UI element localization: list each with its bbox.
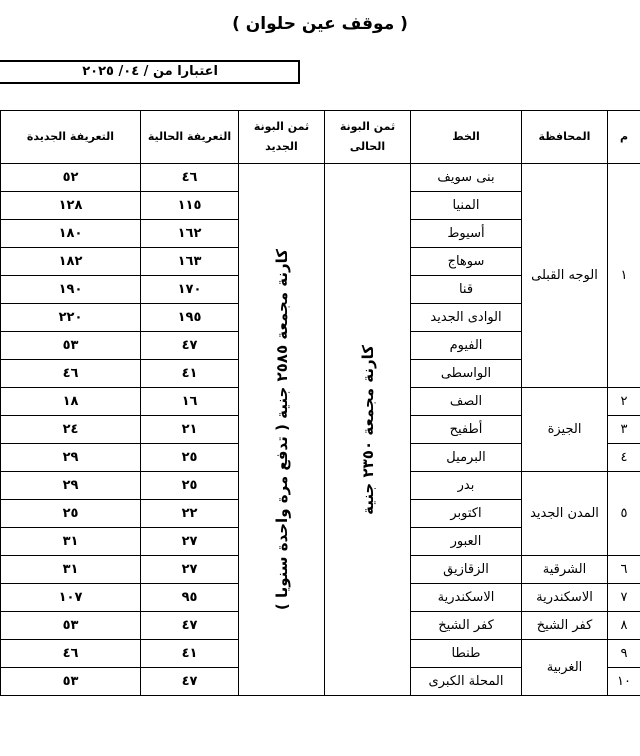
current-fare-cell: ١٦: [141, 388, 239, 416]
line-cell: بدر: [411, 472, 522, 500]
line-cell: الاسكندرية: [411, 584, 522, 612]
new-fare-cell: ٢٩: [1, 444, 141, 472]
row-index: ٨: [608, 612, 640, 640]
line-cell: المحلة الكبرى: [411, 668, 522, 696]
line-cell: طنطا: [411, 640, 522, 668]
new-fare-cell: ١٩٠: [1, 276, 141, 304]
line-cell: المنيا: [411, 192, 522, 220]
current-fare-cell: ١١٥: [141, 192, 239, 220]
header-current-fare: التعريفة الحالية: [141, 111, 239, 164]
line-cell: الزقازيق: [411, 556, 522, 584]
new-fare-cell: ١٠٧: [1, 584, 141, 612]
current-fare-cell: ٤٧: [141, 668, 239, 696]
current-fare-cell: ٩٥: [141, 584, 239, 612]
new-fare-cell: ٣١: [1, 556, 141, 584]
row-index: ٩: [608, 640, 640, 668]
current-fare-cell: ٢٧: [141, 528, 239, 556]
line-cell: الوادى الجديد: [411, 304, 522, 332]
effective-date: اعتبارا من / ٠٤/ ٢٠٢٥: [0, 60, 300, 84]
current-fare-cell: ٢٢: [141, 500, 239, 528]
new-card-text: كارنة مجمعة ٢٥٨٥ جنية ( تدفع مرة واحدة سنويا ): [272, 248, 291, 611]
new-fare-cell: ٥٣: [1, 668, 141, 696]
current-fare-cell: ١٧٠: [141, 276, 239, 304]
governorate-cell: الغربية: [522, 640, 608, 696]
current-fare-cell: ٢٧: [141, 556, 239, 584]
new-fare-cell: ١٨: [1, 388, 141, 416]
header-idx: م: [608, 111, 640, 164]
governorate-cell: الجيزة: [522, 388, 608, 472]
new-fare-cell: ٢٤: [1, 416, 141, 444]
governorate-cell: الاسكندرية: [522, 584, 608, 612]
new-fare-cell: ١٢٨: [1, 192, 141, 220]
line-cell: الصف: [411, 388, 522, 416]
governorate-cell: كفر الشيخ: [522, 612, 608, 640]
header-row: [1, 111, 640, 164]
line-cell: أطفيح: [411, 416, 522, 444]
row-index: ٦: [608, 556, 640, 584]
governorate-cell: المدن الجديد: [522, 472, 608, 556]
header-new-fare: التعريفة الجديدة: [1, 111, 141, 164]
current-fare-cell: ٢٥: [141, 472, 239, 500]
new-fare-cell: ٥٣: [1, 612, 141, 640]
new-card-cell: [239, 164, 325, 696]
new-fare-cell: ١٨٢: [1, 248, 141, 276]
new-fare-cell: ٢٩: [1, 472, 141, 500]
line-cell: بنى سويف: [411, 164, 522, 192]
row-index: ٤: [608, 444, 640, 472]
new-fare-cell: ٣١: [1, 528, 141, 556]
new-fare-cell: ٢٢٠: [1, 304, 141, 332]
new-fare-cell: ٥٣: [1, 332, 141, 360]
row-index: ٧: [608, 584, 640, 612]
governorate-cell: الشرقية: [522, 556, 608, 584]
page-title: ( موقف عين حلوان ): [232, 14, 408, 34]
current-fare-cell: ١٩٥: [141, 304, 239, 332]
line-cell: اكتوبر: [411, 500, 522, 528]
header-new-card-price: ثمن البونة الجديد: [239, 111, 325, 164]
new-fare-cell: ١٨٠: [1, 220, 141, 248]
line-cell: البرميل: [411, 444, 522, 472]
line-cell: كفر الشيخ: [411, 612, 522, 640]
current-fare-cell: ٢١: [141, 416, 239, 444]
governorate-cell: الوجه القبلى: [522, 164, 608, 388]
current-fare-cell: ٤٦: [141, 164, 239, 192]
header-governorate: المحافظة: [522, 111, 608, 164]
new-fare-cell: ٥٢: [1, 164, 141, 192]
row-index: ٢: [608, 388, 640, 416]
header-current-card-price: ثمن البونة الحالى: [325, 111, 411, 164]
line-cell: العبور: [411, 528, 522, 556]
table-row: [1, 164, 640, 192]
current-fare-cell: ٢٥: [141, 444, 239, 472]
current-fare-cell: ١٦٣: [141, 248, 239, 276]
current-fare-cell: ٤٧: [141, 332, 239, 360]
line-cell: قنا: [411, 276, 522, 304]
row-index: ٣: [608, 416, 640, 444]
current-card-text: كارنة مجمعة ٢٣٥٠ جنية: [358, 344, 377, 515]
current-fare-cell: ٤٧: [141, 612, 239, 640]
current-fare-cell: ٤١: [141, 360, 239, 388]
line-cell: سوهاج: [411, 248, 522, 276]
fares-table: [0, 110, 640, 696]
row-index: ١: [608, 164, 640, 388]
current-fare-cell: ١٦٢: [141, 220, 239, 248]
row-index: ١٠: [608, 668, 640, 696]
current-card-cell: [325, 164, 411, 696]
new-fare-cell: ٤٦: [1, 360, 141, 388]
line-cell: الواسطى: [411, 360, 522, 388]
row-index: ٥: [608, 472, 640, 556]
current-fare-cell: ٤١: [141, 640, 239, 668]
line-cell: الفيوم: [411, 332, 522, 360]
header-line: الخط: [411, 111, 522, 164]
new-fare-cell: ٤٦: [1, 640, 141, 668]
line-cell: أسيوط: [411, 220, 522, 248]
new-fare-cell: ٢٥: [1, 500, 141, 528]
